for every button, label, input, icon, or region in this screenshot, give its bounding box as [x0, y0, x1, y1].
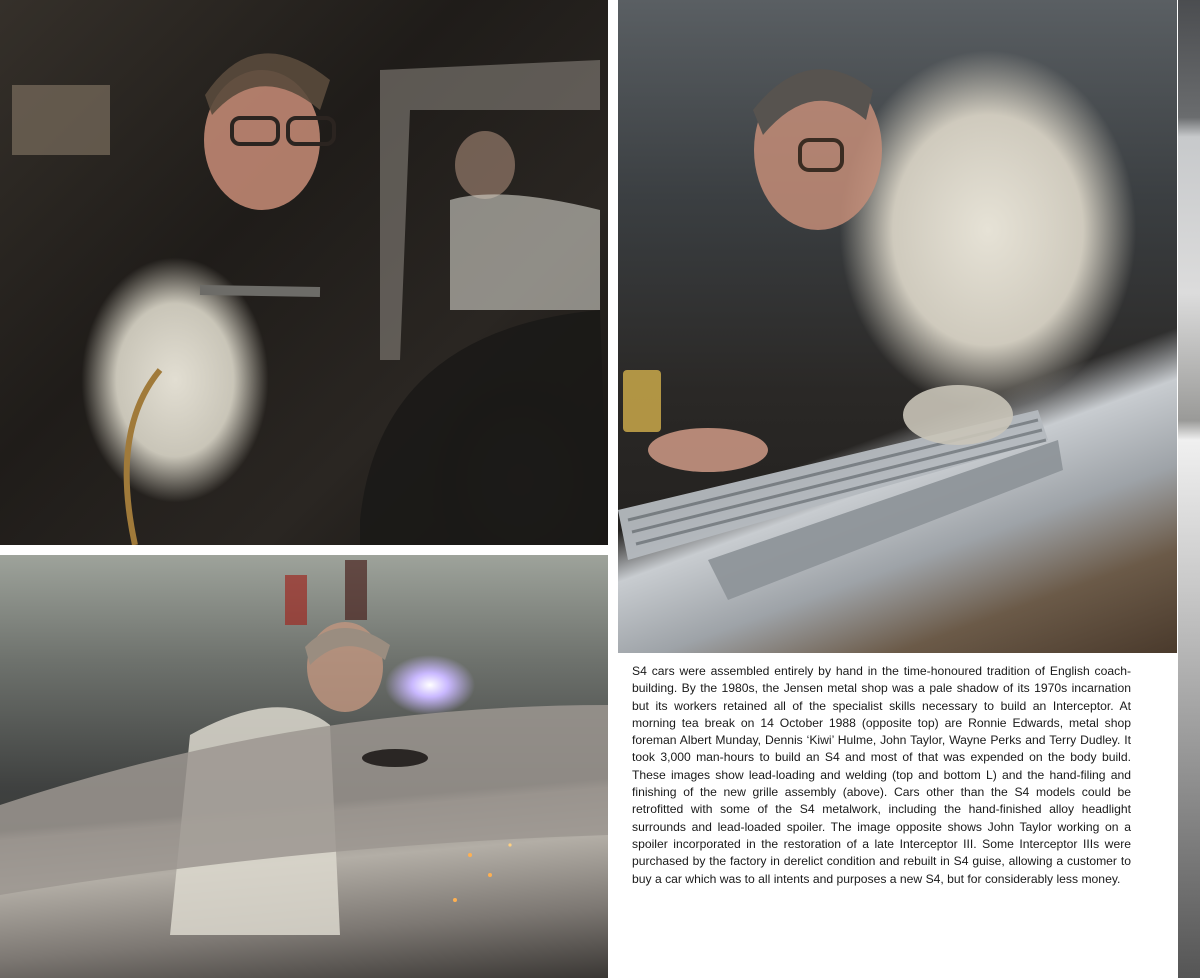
photo-welding-illustration [0, 555, 608, 978]
opposite-page-edge [1178, 0, 1200, 978]
photo-welding [0, 555, 608, 978]
photo-grille-filing [618, 0, 1177, 653]
photo-lead-loading [0, 0, 608, 545]
photo-grille-filing-illustration [618, 0, 1177, 653]
caption [632, 663, 1131, 888]
photo-lead-loading-illustration [0, 0, 608, 545]
caption-text: S4 cars were assembled entirely by hand in the time-honoured tradition of English coach-building. By the 1980s, the Jensen metal shop was a pale shadow of its 1970s incarnation but its workers retained all of the specialist skills necessary to build an Interceptor. At morning tea break on 14 October 1988 (opposite top) are Ronnie Edwards, metal shop foreman Albert Munday, Dennis ‘Kiwi’ Hulme, John Taylor, Wayne Perks and Terry Dudley. It took 3,000 man-hours to build an S4 and most of that was expended on the body build. These images show lead-loading and welding (top and bottom L) and the hand-filing and finishing of the new grille assembly (above). Cars other than the S4 models could be retrofitted with some of the S4 metalwork, including the hand-finished alloy headlight surrounds and lead-loaded spoiler. The image opposite shows John Taylor working on a spoiler incorporated in the restoration of a late Interceptor III. Some Interceptor IIIs were purchased by the factory in derelict condition and rebuilt in S4 guise, allowing a customer to buy a car which was to all intents and purposes a new S4, but for considerably less money. [632, 664, 1131, 886]
